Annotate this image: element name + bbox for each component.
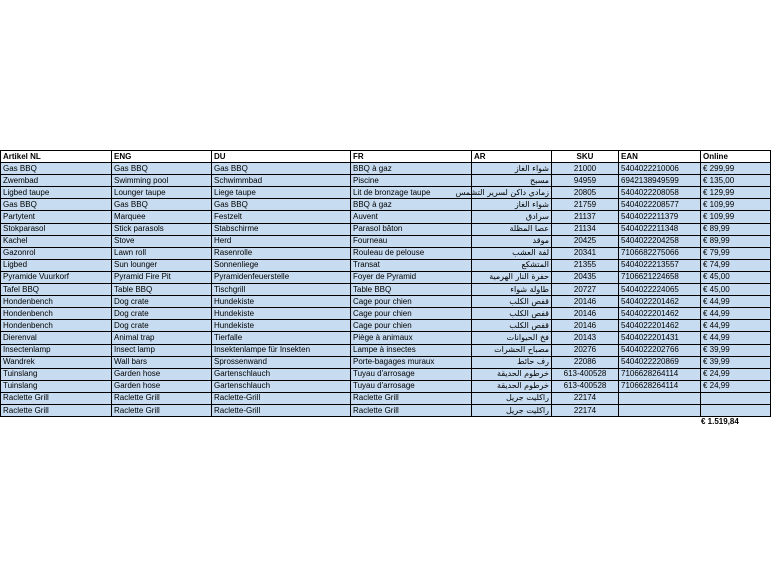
cell-ar: مصباح الحشرات [472,344,552,356]
cell-sku: 20276 [552,344,619,356]
cell-sku: 20435 [552,271,619,283]
cell-ar: لفة العشب [472,247,552,259]
cell-artikel-nl: Raclette Grill [1,392,112,404]
column-header-eng: ENG [112,151,212,163]
cell-online: € 299,99 [701,163,771,175]
cell-fr: Rouleau de pelouse [351,247,472,259]
cell-sku: 20143 [552,332,619,344]
cell-artikel-nl: Wandrek [1,356,112,368]
cell-fr: Raclette Grill [351,404,472,416]
table-header-row [1,151,771,163]
table-row [1,284,771,296]
cell-fr: Tuyau d'arrosage [351,368,472,380]
cell-fr: BBQ à gaz [351,199,472,211]
table-row [1,356,771,368]
cell-eng: Pyramid Fire Pit [112,271,212,283]
column-header-ean: EAN [619,151,701,163]
cell-du: Sprossenwand [212,356,351,368]
table-row [1,271,771,283]
column-header-online: Online [701,151,771,163]
cell-online: € 89,99 [701,223,771,235]
cell-ean: 7106628264114 [619,380,701,392]
cell-online: € 109,99 [701,211,771,223]
cell-ean: 5404022201462 [619,296,701,308]
cell-online: € 39,99 [701,344,771,356]
cell-ean: 6942138949599 [619,175,701,187]
cell-ean: 5404022211348 [619,223,701,235]
cell-ar: شواء الغاز [472,163,552,175]
cell-fr: Raclette Grill [351,392,472,404]
cell-du: Tierfalle [212,332,351,344]
cell-du: Sonnenliege [212,259,351,271]
column-header-fr: FR [351,151,472,163]
cell-sku: 21137 [552,211,619,223]
cell-sku: 20146 [552,308,619,320]
cell-du: Herd [212,235,351,247]
cell-eng: Dog crate [112,320,212,332]
cell-du: Pyramidenfeuerstelle [212,271,351,283]
cell-ar: خرطوم الحديقة [472,380,552,392]
table-row [1,259,771,271]
cell-eng: Raclette Grill [112,404,212,416]
cell-ar: شواء الغاز [472,199,552,211]
cell-ar: راكليت جريل [472,392,552,404]
product-sheet [0,150,770,417]
cell-du: Stabschirme [212,223,351,235]
table-row [1,404,771,416]
cell-fr: Cage pour chien [351,308,472,320]
cell-sku: 613-400528 [552,368,619,380]
cell-fr: Lampe à insectes [351,344,472,356]
cell-ar: قفص الكلب [472,320,552,332]
cell-online: € 24,99 [701,380,771,392]
table-row [1,211,771,223]
cell-sku: 21759 [552,199,619,211]
cell-artikel-nl: Ligbed [1,259,112,271]
table-row [1,296,771,308]
cell-ean [619,404,701,416]
cell-artikel-nl: Raclette Grill [1,404,112,416]
cell-sku: 20425 [552,235,619,247]
cell-sku: 21355 [552,259,619,271]
cell-online: € 74,99 [701,259,771,271]
cell-ar: مسبح [472,175,552,187]
cell-sku: 94959 [552,175,619,187]
cell-sku: 20805 [552,187,619,199]
table-row [1,175,771,187]
cell-online: € 45,00 [701,271,771,283]
cell-eng: Sun lounger [112,259,212,271]
cell-fr: Tuyau d'arrosage [351,380,472,392]
cell-eng: Garden hose [112,368,212,380]
product-table [0,150,771,417]
cell-sku: 22174 [552,404,619,416]
table-row [1,368,771,380]
cell-ar: زمادي داكن لسرير التشمس [472,187,552,199]
cell-du: Gas BBQ [212,199,351,211]
cell-eng: Lawn roll [112,247,212,259]
cell-ar: سرادق [472,211,552,223]
cell-ar: راكليت جريل [472,404,552,416]
cell-artikel-nl: Zwembad [1,175,112,187]
cell-artikel-nl: Tafel BBQ [1,284,112,296]
cell-online: € 89,99 [701,235,771,247]
cell-ar: المتشكع [472,259,552,271]
cell-ar: قفص الكلب [472,296,552,308]
table-row [1,332,771,344]
cell-fr: Auvent [351,211,472,223]
cell-sku: 21134 [552,223,619,235]
cell-eng: Stick parasols [112,223,212,235]
table-row [1,344,771,356]
cell-online: € 109,99 [701,199,771,211]
cell-eng: Insect lamp [112,344,212,356]
cell-fr: Table BBQ [351,284,472,296]
cell-ean: 5404022204258 [619,235,701,247]
cell-fr: Cage pour chien [351,320,472,332]
table-row [1,320,771,332]
cell-ean: 7106628264114 [619,368,701,380]
cell-eng: Wall bars [112,356,212,368]
cell-du: Schwimmbad [212,175,351,187]
cell-ar: رف حائط [472,356,552,368]
cell-sku: 22174 [552,392,619,404]
column-header-artikel-nl: Artikel NL [1,151,112,163]
cell-online: € 44,99 [701,332,771,344]
cell-online: € 39,99 [701,356,771,368]
cell-eng: Garden hose [112,380,212,392]
cell-ar: خرطوم الحديقة [472,368,552,380]
cell-eng: Animal trap [112,332,212,344]
cell-artikel-nl: Kachel [1,235,112,247]
table-row [1,308,771,320]
cell-sku: 21000 [552,163,619,175]
cell-ean: 7106621224658 [619,271,701,283]
cell-ar: فخ الحيوانات [472,332,552,344]
cell-eng: Table BBQ [112,284,212,296]
cell-ean: 5404022201431 [619,332,701,344]
cell-du: Festzelt [212,211,351,223]
cell-artikel-nl: Gazonrol [1,247,112,259]
cell-eng: Gas BBQ [112,199,212,211]
cell-artikel-nl: Stokparasol [1,223,112,235]
cell-du: Hundekiste [212,296,351,308]
cell-online: € 135,00 [701,175,771,187]
cell-fr: Parasol bâton [351,223,472,235]
table-row [1,199,771,211]
cell-du: Gartenschlauch [212,380,351,392]
cell-artikel-nl: Insectenlamp [1,344,112,356]
cell-ean [619,392,701,404]
cell-sku: 20146 [552,320,619,332]
cell-ean: 5404022202766 [619,344,701,356]
cell-du: Rasenrolle [212,247,351,259]
table-row [1,392,771,404]
cell-du: Hundekiste [212,320,351,332]
table-body [1,163,771,417]
cell-artikel-nl: Ligbed taupe [1,187,112,199]
cell-online: € 44,99 [701,308,771,320]
cell-sku: 22086 [552,356,619,368]
cell-artikel-nl: Hondenbench [1,296,112,308]
cell-fr: Fourneau [351,235,472,247]
cell-ar: عصا المظلة [472,223,552,235]
cell-artikel-nl: Partytent [1,211,112,223]
cell-artikel-nl: Hondenbench [1,320,112,332]
cell-ar: طاولة شواء [472,284,552,296]
cell-sku: 20727 [552,284,619,296]
cell-online: € 79,99 [701,247,771,259]
table-row [1,235,771,247]
cell-artikel-nl: Tuinslang [1,380,112,392]
cell-online [701,404,771,416]
cell-fr: Transat [351,259,472,271]
cell-ean: 5404022208577 [619,199,701,211]
cell-artikel-nl: Tuinslang [1,368,112,380]
cell-eng: Dog crate [112,308,212,320]
cell-eng: Raclette Grill [112,392,212,404]
cell-du: Raclette-Grill [212,392,351,404]
cell-fr: Foyer de Pyramid [351,271,472,283]
cell-online: € 24,99 [701,368,771,380]
cell-ean: 5404022211379 [619,211,701,223]
cell-online: € 44,99 [701,320,771,332]
cell-online: € 45,00 [701,284,771,296]
cell-du: Insektenlampe für Insekten [212,344,351,356]
table-row [1,187,771,199]
cell-du: Tischgrill [212,284,351,296]
cell-sku: 613-400528 [552,380,619,392]
grand-total: € 1.519,84 [701,417,739,426]
cell-ean: 5404022201462 [619,308,701,320]
cell-du: Gas BBQ [212,163,351,175]
table-row [1,223,771,235]
table-row [1,380,771,392]
cell-fr: Piège à animaux [351,332,472,344]
cell-eng: Stove [112,235,212,247]
cell-eng: Marquee [112,211,212,223]
cell-du: Hundekiste [212,308,351,320]
cell-fr: BBQ à gaz [351,163,472,175]
table-row [1,247,771,259]
cell-fr: Lit de bronzage taupe [351,187,472,199]
cell-online: € 129,99 [701,187,771,199]
cell-ean: 5404022208058 [619,187,701,199]
column-header-ar: AR [472,151,552,163]
cell-ean: 5404022210006 [619,163,701,175]
cell-sku: 20146 [552,296,619,308]
cell-fr: Cage pour chien [351,296,472,308]
cell-artikel-nl: Gas BBQ [1,163,112,175]
cell-ean: 5404022201462 [619,320,701,332]
cell-online [701,392,771,404]
cell-du: Liege taupe [212,187,351,199]
cell-eng: Dog crate [112,296,212,308]
cell-ean: 5404022213557 [619,259,701,271]
cell-eng: Gas BBQ [112,163,212,175]
cell-ar: موقد [472,235,552,247]
cell-eng: Swimming pool [112,175,212,187]
cell-du: Raclette-Grill [212,404,351,416]
table-row [1,163,771,175]
cell-fr: Piscine [351,175,472,187]
cell-artikel-nl: Pyramide Vuurkorf [1,271,112,283]
cell-ean: 7106682275066 [619,247,701,259]
cell-artikel-nl: Hondenbench [1,308,112,320]
cell-ean: 5404022224065 [619,284,701,296]
cell-du: Gartenschlauch [212,368,351,380]
column-header-sku: SKU [552,151,619,163]
cell-artikel-nl: Dierenval [1,332,112,344]
cell-sku: 20341 [552,247,619,259]
cell-ean: 5404022220869 [619,356,701,368]
cell-ar: قفص الكلب [472,308,552,320]
cell-eng: Lounger taupe [112,187,212,199]
column-header-du: DU [212,151,351,163]
cell-online: € 44,99 [701,296,771,308]
cell-fr: Porte-bagages muraux [351,356,472,368]
cell-ar: حفرة النار الهرمية [472,271,552,283]
cell-artikel-nl: Gas BBQ [1,199,112,211]
